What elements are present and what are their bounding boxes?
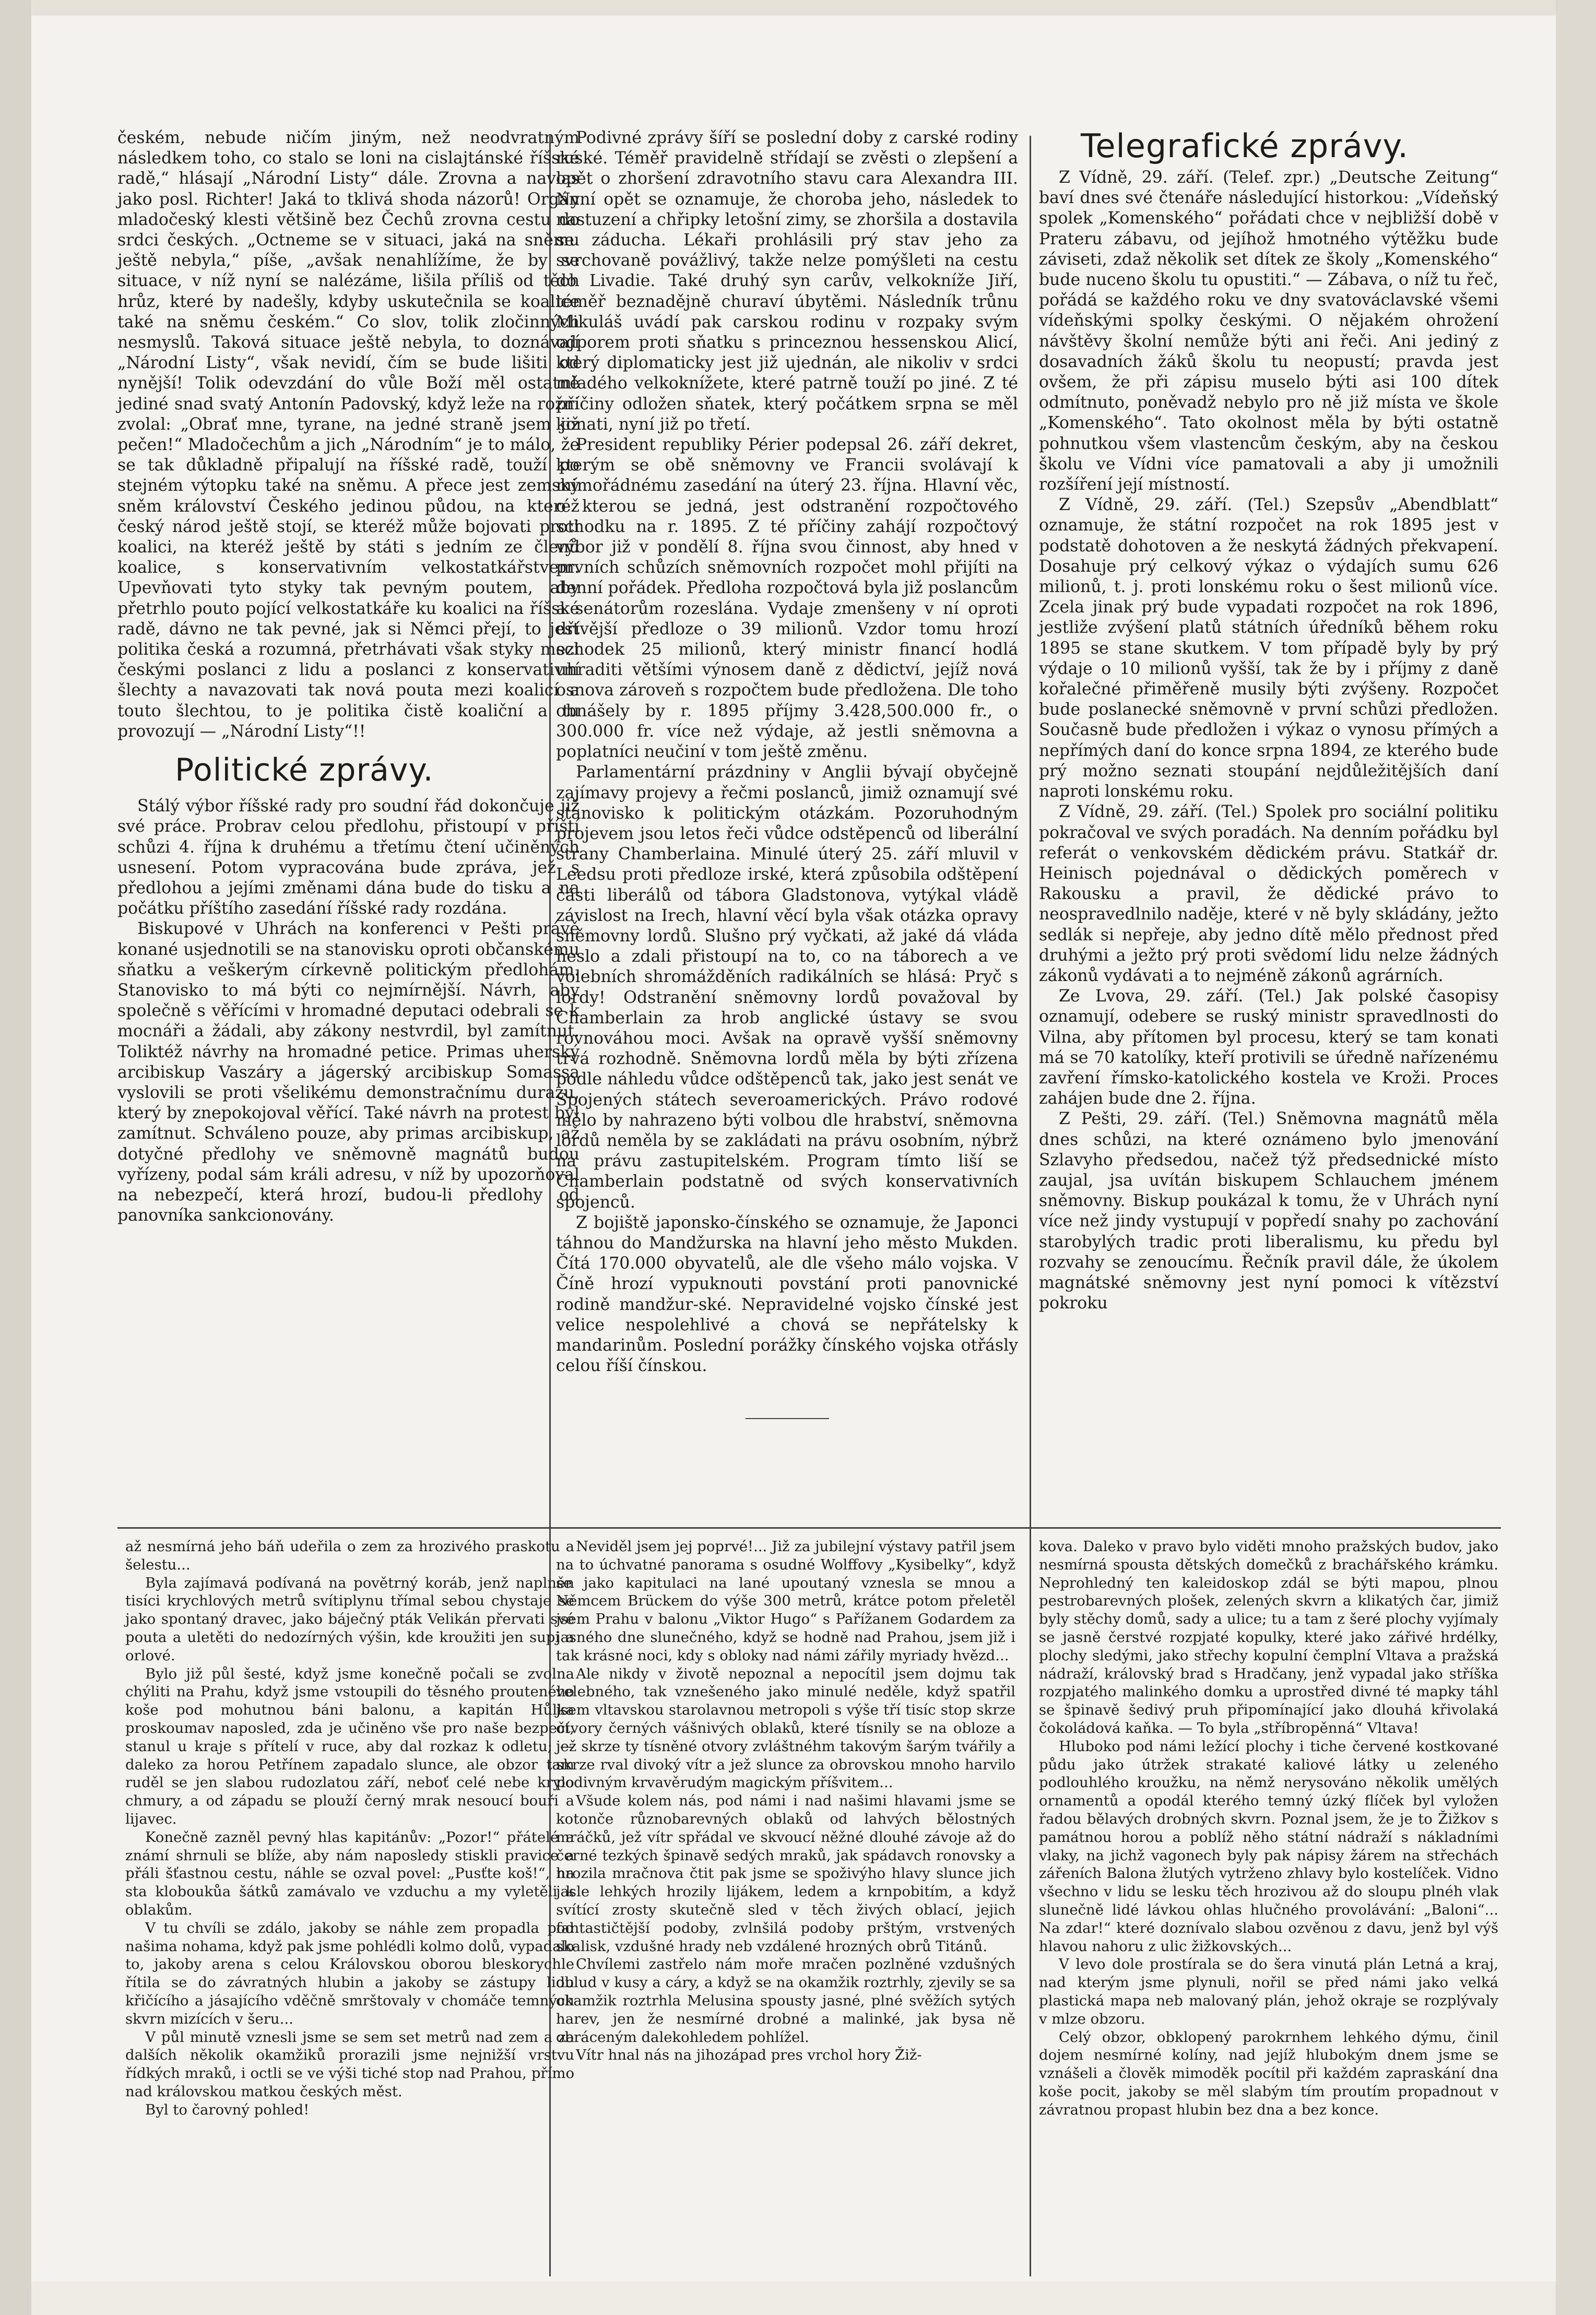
feuilleton-right-p1: kova. Daleko v pravo bylo viděti mnoho pražských budov, jako nesmírná spousta dětských domečků z brachářského krámku. Neprohledný ten kaleidoskop zdál se býti mapou, plnou pestrobarevných plošek, zelených skvrn a klikatých čar, jimiž byly stěchy domů, sady a ulice; tu a tam z šeré plochy vyjímaly se jasně čerstvé rozpjaté kopulky, které jako zářivé hrdélky, plochy sledými, jako střechy kopulní čemplní Vltava a pražská nádraží, královský brad s Hradčany, jenž vypadal jako stříška rozpjatého malinkého domku a uprostřed divné té mapky táhl se špinavě šedivý pruh připomínající jako dlouhá křivolaká čokoládová kaňka. — To byla „stříbropěnná“ Vltava! [1039, 1538, 1498, 1737]
feuilleton-rule [117, 1527, 1501, 1529]
short-divider [746, 1418, 829, 1419]
feuilleton-left-p3: Bylo již půl šesté, když jsme konečně počali se zvolna chýliti na Prahu, když jsme vstoupili do těsného prouteného koše pod mohutnou báni balonu, a kapitán Hůlka proskoumav naposled, zda je učiněno vše pro naše bezpečí, stanul u kraje s přítelí v ruce, aby dal rozkaz k odletu; — daleko za horou Petřínem zapadalo slunce, ale obzor tam ruděl se jen slabou rudozlatou září, neboť celé nebe krylo chmury, a od západu se plouží černý mrak nesoucí bouři a lijavec. [125, 1665, 574, 1827]
column-2 [556, 128, 1018, 1419]
article-francie: President republiky Périer podepsal 26. září dekret, kterým se obě sněmovny ve Francii svolávají k mimořádnému zasedání na úterý 23. října. Hlavní věc, o kterou se jedná, jest odstranění rozpočtového schodku na r. 1895. Z té příčiny zahájí rozpočtový výbor již v pondělí 8. října svou činnost, aby hned v prvních schůzích sněmovních rozpočet mohl přijíti na denní pořádek. Předloha rozpočtová byla již poslancům a senátorům rozeslána. Vydaje zmenšeny v ní oproti dřívější předloze o 39 milionů. Vzdor tomu hrozí schodek 25 milionů, který ministr financí hodlá uhraditi většími výnosem daně z dědictví, jejíž nová osnova zároveň s rozpočtem bude předložena. Dle toho obnášely by r. 1895 příjmy 3.428,500.000 fr., o 300.000 fr. více než výdaje, až jestli sněmovna a poplatníci neučiní v tom ještě změnu. [556, 435, 1018, 762]
feuilleton-left-p5: V tu chvíli se zdálo, jakoby se náhle zem propadla pod našima nohama, když pak jsme pohlédli kolmo dolů, vypadalo to, jakoby arena s celou Královskou oborou bleskorychle řítila se do závratných hlubin a jakoby se zástupy lidu křičícího a jásajícího vděčně smrštovaly v chomáče temných skvrn mizících v šeru... [125, 1919, 574, 2027]
feuilleton-left-p2: Byla zajímavá podívaná na povětrný koráb, jenž naplněn tisíci krychlových metrů svítiplynu třímal sebou chystaje se jako spontaný dravec, jako báječný pták Velikán přervati své pouta a uletěti do nedozírných výšin, kde kroužiti jen supi a orlové. [125, 1574, 574, 1664]
article-anglie: Parlamentární prázdniny v Anglii bývají obyčejně zajímavy projevy a řečmi poslanců, jimiž oznamují své stanovisko k politickým otázkám. Pozoruhodným projevem jsou letos řeči vůdce odstěpenců od liberální strany Chamberlaina. Minulé úterý 25. září mluvil v Leedsu proti předloze irské, která způsobila odštěpení části liberálů od tábora Gladstonova, vytýkal vládě závislost na Irech, hlavní věcí byla však otázka opravy sněmovny lordů. Slušno prý vyčkati, až jaké dá vláda heslo a zdali přistoupí na to, co na táborech a ve volebních shromážděních radikálních se hlásá: Pryč s lordy! Odstranění sněmovny lordů považoval by Chamberlain za hrob anglické ústavy se svou rovnováhou moci. Avšak na opravě vyšší sněmovny trvá rozhodně. Sněmovna lordů měla by býti zřízena podle náhledu vůdce odštěpenců tak, jako jest senát ve Spojených státech severoamerických. Právo rodové mělo by nahrazeno býti volbou dle hrabství, sněmovna lordů neměla by se zakládati na právu osobním, nýbrž na právu zastupitelském. Program tímto liší se Chamberlain podstatně od svých konservativních spojenců. [556, 763, 1018, 1212]
feuilleton-left-p4: Konečně zazněl pevný hlas kapitánův: „Pozor!“ přátelé a známí shrnuli se blíže, aby nám naposledy stiskli pravice a přáli šťastnou cestu, náhle se ozval povel: „Pusťte koš!“, na sta kloboukůa šátků zamávalo ve vzduchu a my vyletěli k oblakům. [125, 1828, 574, 1918]
telegram-vienna-1: Z Vídně, 29. září. (Telef. zpr.) „Deutsche Zeitung“ baví dnes své čtenáře následující historkou: „Vídeňský spolek „Komenského“ pořádati chce v nejbližší době v Prateru zábavu, od jejíhož hmotného výtěžku bude záviseti, zdaž několik set dítek ze školy „Komenského“ bude nuceno školu tu opustiti.“ — Zábava, o níž tu řeč, pořádá se každého roku ve dny svatováclavské všemi vídeňskými spolky českými. O nějakém ohrožení návštěvy školní nemůže býti ani řeči. Ani jediný z dosavadních žáků školu tu neopustí; pravda jest ovšem, že při zápisu muselo býti asi 100 dítek odmítnuto, poněvadž nebylo pro ně již místa ve škole „Komenského“. Tato okolnost měla by býti ostatně pohnutkou všem vlastencům českým, aby na českou školu ve Vídni více pamatovali a aby ji umožnili rozšíření její místností. [1039, 168, 1498, 494]
feuilleton-mid-p5: Vítr hnal nás na jihozápad pres vrchol hory Žiž- [576, 2047, 922, 2064]
right-margin [1556, 0, 1596, 2315]
feuilleton-right-p2: Hluboko pod námi ležící plochy i tiche červené kostkované půdu jako útržek strakaté kaliové látky u zeleného podlouhlého kroužku, na němž nerysováno několik umělých ornamentů a opodál kterého temný úzký flíček byl vyložen řadou bělavých drobných skvrn. Poznal jsem, že je to Žižkov s památnou horou a poblíž něho státní nádraží s nákladními vlaky, na jichž vagonech byly pak nápisy žárem na střechách zářeních Balona žlutých vytrženo zhlavy bylo kostelíček. Vidno všechno v lidu se lesku těch hrozivou až do sloupu plnéh vlak slunečně lidé lávkou ohlas hlučného provolávání: „Baloni“... Na zdar!“ které doznívalo slabou ozvěnou z davu, jenž byl výš hlavou nahoru z ulic žižkovských... [1039, 1738, 1498, 1955]
column-1 [117, 128, 580, 1226]
feuilleton-right [1039, 1538, 1498, 2119]
article-carska-rodina: Podivné zprávy šíří se poslední doby z carské rodiny ruské. Téměř pravidelně střídají se zvěsti o zlepšení a opět o zhoršení zdravotního stavu cara Alexandra III. Nyní opět se oznamuje, že choroba jeho, následek to nastuzení a chřipky letošní zimy, se zhoršila a dostavila se záducha. Lékaři prohlásili prý stav jeho za svrchovaně povážlivý, takže nelze pomýšleti na cestu do Livadie. Také druhý syn carův, velkokníže Jiří, téměř beznadějně churaví úbytěmi. Následník trůnu Mikuláš uvádí pak carskou rodinu v rozpaky svým odporem proti sňatku s princeznou hessenskou Alicí, který diplomaticky jest již ujednán, ale nikoliv v srdci mladého velkoknížete, které patrně touží po jiné. Z té příčiny odložen sňatek, který počátkem srpna se měl konati, nyní již po třetí. [556, 128, 1018, 434]
page-top-edge [0, 0, 1596, 16]
feuilleton-right-p4: Celý obzor, obklopený parokrnhem lehkého dýmu, činil dojem nesmírné kolíny, nad jejíž hlubokým dnem jsme se vznášeli a člověk mimoděk pocítil při každém zapraskání dna koše pocit, jakoby se měl slabým tím proutím propadnout v závratnou propast hlubin bez dna a bez konce. [1039, 2028, 1498, 2118]
feuilleton-left-p7: Byl to čarovný pohled! [145, 2101, 310, 2118]
section-heading-telegraficke: Telegrafické zprávy. [1081, 127, 1409, 165]
left-margin [0, 0, 31, 2315]
article-stalý-vybor: Stálý výbor říšské rady pro soudní řád dokončuje již své práce. Probrav celou předlohu, přistoupí v příští schůzi 4. října k druhému a třetímu čtení učiněných usnesení. Potom vypracována bude zpráva, jež s předlohou a jejími změnami dána bude do tisku a na počátku příštího zasedání říšské rady rozdána. [117, 797, 580, 918]
article-bojiste: Z bojiště japonsko-čínského se oznamuje, že Japonci táhnou do Mandžurska na hlavní jeho město Mukden. Čítá 170.000 obyvatelů, ale dle všeho málo vojska. V Číně hrozí vypuknouti povstání proti panovnické rodině mandžur-ské. Nepravidelné vojsko čínské jest velice nespolehlivé a chová se nepřátelsky k mandarinům. Poslední porážky čínského vojska otřásly celou říší čínskou. [556, 1213, 1018, 1376]
article-biskupove: Biskupové v Uhrách na konferenci v Pešti právě konané usjednotili se na stanovisku oproti občanskému sňatku a veškerým církevně politickým předlohám. Stanovisko to má býti co nejmírnější. Návrh, aby společně s věřícími v hromadné deputaci odebrali se k mocnáři a žádali, aby zákony nestvrdil, byl zamítnut. Toliktéž návrhy na hromadné petice. Primas uherský arcibiskup Vaszáry a jágerský arcibiskup Somassa vyslovili se proti všelikému demonstračnímu durazu, který by znepokojoval věřící. Také návrh na protest byl zamítnut. Schváleno pouze, aby primas arcibiskup, až dotyčné předlohy ve sněmovně magnátů budou vyřízeny, podal sám králi adresu, v níž by upozorňoval na nebezpečí, která hrozí, budou-li předlohy od panovníka sankcionovány. [117, 919, 580, 1225]
feuilleton-middle [556, 1538, 1015, 2064]
column-rule-right [1030, 136, 1031, 2276]
feuilleton-mid-p4: Chvílemi zastřelo nám moře mračen pozlněné vzdušných oblud v kusy a cáry, a když se na okamžik roztrhly, zjevily se sa okamžik roztrhla Melusina spousty jasné, plné svěžích sytých harev, jen že nesmírné drobné a malinké, jak bysa ně obráceným dalekohledem pohlížel. [556, 1956, 1015, 2046]
feuilleton-left-p1: až nesmírná jeho báň udeřila o zem za hrozivého praskotu a šelestu... [125, 1538, 574, 1573]
feuilleton-left [125, 1538, 574, 2119]
feuilleton-left-p6: V půl minutě vznesli jsme se sem set metrů nad zem a za dalších několik okamžiků prorazili jsme nejnižší vrstvu řídkých mraků, i octli se ve výši tiché stop nad Prahou, přímo nad královskou matkou českých měst. [125, 2028, 574, 2100]
feuilleton-mid-p2: Ale nikdy v životě nepoznal a nepocítil jsem dojmu tak velebného, tak vznešeného jako minulé neděle, když spatřil jsem vltavskou starolavnou metropoli s výše tří tisíc stop skrze otvory černých vášnivých oblaků, které tísnily se na obloze a jež skrze ty tísněné otvory zvláštnéhm takovým šarým tvářily a skrze rval divoký vítr a jež slunce za obrovskou mnoho harvilo podivným krvavěrudým magickým příšvitem... [556, 1665, 1015, 1791]
telegram-vienna-3: Z Vídně, 29. září. (Tel.) Spolek pro sociální politiku pokračoval ve svých poradách. Na denním pořádku byl referát o venkovském dědickém právu. Statkář dr. Heinisch pojednával o dědických poměrech v Rakousku a pravil, že dědické právo to neospravedlnilo naděje, které v ně byly skládány, ježto sedlák si nepřeje, aby jedno dítě mělo přednost před druhými a ježto prý proti svědomí lidu nelze žádných zákonů vydávati a to nejméně zákonů agrárních. [1039, 802, 1498, 985]
telegram-vienna-2: Z Vídně, 29. září. (Tel.) Szepsův „Abendblatt“ oznamuje, že státní rozpočet na rok 1895 jest v podstatě dohotoven a že neskytá žádných překvapení. Dosahuje prý celkový výkaz o výdajích sumu 626 milionů, t. j. proti lonskému roku o šest milionů více. Zcela jinak prý bude vypadati rozpočet na rok 1896, jestliže zvýšení platů státních úředníků během roku 1895 se stane skutkem. V tom případě byly by prý výdaje o 10 milionů vyšší, tak že by i příjmy z daně kořalečné přiměřeně musily býti zvýšeny. Rozpočet bude poslanecké sněmovně v první schůzi předložen. Současně bude předložen i výkaz o vynosu přímých a nepřímých daní do konce srpna 1894, ze kterého bude prý možno seznati stoupání nejdůležitějších daní naproti lonskému roku. [1039, 495, 1498, 801]
column-3 [1039, 128, 1498, 1314]
section-heading-politicke: Politické zprávy. [175, 752, 434, 789]
telegram-lvov: Ze Lvova, 29. září. (Tel.) Jak polské časopisy oznamují, odebere se ruský ministr spravedlnosti do Vilna, aby přítomen byl procesu, který se tam konati má se 70 katolíky, kteří protivili se úředně nařízenému zavření římsko-katolického kostela ve Kroži. Proces zahájen bude dne 2. října. [1039, 987, 1498, 1108]
telegram-pest: Z Pešti, 29. září. (Tel.) Sněmovna magnátů měla dnes schůzi, na které oznámeno bylo jmenování Szlavyho předsedou, načež týž předsednické místo zaujal, jsa uvítán biskupem Schlauchem jménem sněmovny. Biskup poukázal k tomu, že v Uhrách nyní více než jindy vystupují v popředí snahy po zachování starobylých tradic proti liberalismu, ku předu byl rozvahy se zenoucímu. Řečník pravil dále, že úkolem magnátské sněmovny jest nyní pomoci k vítězství pokroku [1039, 1109, 1498, 1313]
feuilleton-right-p3: V levo dole prostírala se do šera vinutá plán Letná a kraj, nad kterým jsme plynuli, nořil se před námi jako velká plastická mapa neb malovaný plán, jehož okraje se rozplývaly v mlze obzoru. [1039, 1956, 1498, 2027]
feuilleton-mid-p3: Všude kolem nás, pod námi i nad našimi hlavami jsme se kotonče různobarevných oblaků od lahvých bělostných mráčků, jež vítr spřádal ve skvoucí něžné dlouhé závoje až do černé tezkých špinavě sedých mraků, jak spádavch ronovsky a hrozila mračnova čtit pak jsme se spoživýho hlavy slunce jich jasle lehkých hrozily lijákem, ledem a krnpobitím, a když svítící zrosty skutečně sled v těch živých oblací, jejich fantastičtější podoby, zvlnšilá podoby prštým, vrstvených skalisk, vzdušné hrady neb vzdálené hrozných obrů Titánů. [556, 1792, 1015, 1955]
column-1-article-end: českém, nebude ničím jiným, než neodvratným následkem toho, co stalo se loni na cislajtánské říšské radě,“ hlásají „Národní Listy“ dále. Zrovna a navlas jako posl. Richter! Jaká to tklivá shoda názorů! Orgán mladočeský klesti většině bez Čechů zrovna cestu do srdci českých. „Octneme se v situaci, jaká na sněmu ještě nebyla,“ píše, „avšak nenahlížíme, že by se situace, v níž nyní se nalézáme, lišila příliš od těch hrůz, které by nadešly, kdyby uskutečnila se koalice také na sněmu českém.“ Co slov, tolik zločinných nesmyslů. Taková situace ještě nebyla, to doznávají „Národní Listy“, však nevidí, čím se bude lišiti od nynější! Tolik odevzdání do vůle Boží měl ostatně jediné snad svatý Antonín Padovský, když leže na rožni zvolal: „Obrať mne, tyrane, na jedné straně jsem již pečen!“ Mladočechům a jich „Národním“ je to málo, že se tak důkladně připalují na říšské radě, touží po stejném výtopku také na sněmu. A přece jest zemský sněm království Českého jedinou půdou, na kteréž český národ ještě stojí, se kteréž může bojovati proti koalici, na kteréž ještě by státi s jedním ze členů koalice, s konservativním velkostatkářstvem. Upevňovati tyto styky tak pevným poutem, aby přetrhlo pouto pojící velkostatkáře ku koalici na říšské radě, dávno ne tak pevné, jak si Němci přejí, to jest politika česká a rozumná, přetrhávati však styky mezi českými poslanci z lidu a poslanci z konservativní šlechty a navazovati tak nová pouta mezi koalicí a touto šlechtou, to je politika čistě koaliční a tu provozují — „Národní Listy“!! [117, 128, 580, 741]
feuilleton-mid-p1: Neviděl jsem jej poprvé!... Již za jubilejní výstavy patřil jsem na to úchvatné panorama s osudné Wolffovy „Kysibelky“, když se jako kapitulaci na lané upoutaný vznesla se mnou a Němcem Brückem do výše 300 metrů, krátce potom přeletěl jsem Prahu v balonu „Viktor Hugo“ s Pařížanem Godardem za jasného dne slunečného, když se hodně nad Prahou, jsem již i tak krásné noci, kdy s obloky nad námi zářily myriady hvězd... [556, 1538, 1015, 1664]
